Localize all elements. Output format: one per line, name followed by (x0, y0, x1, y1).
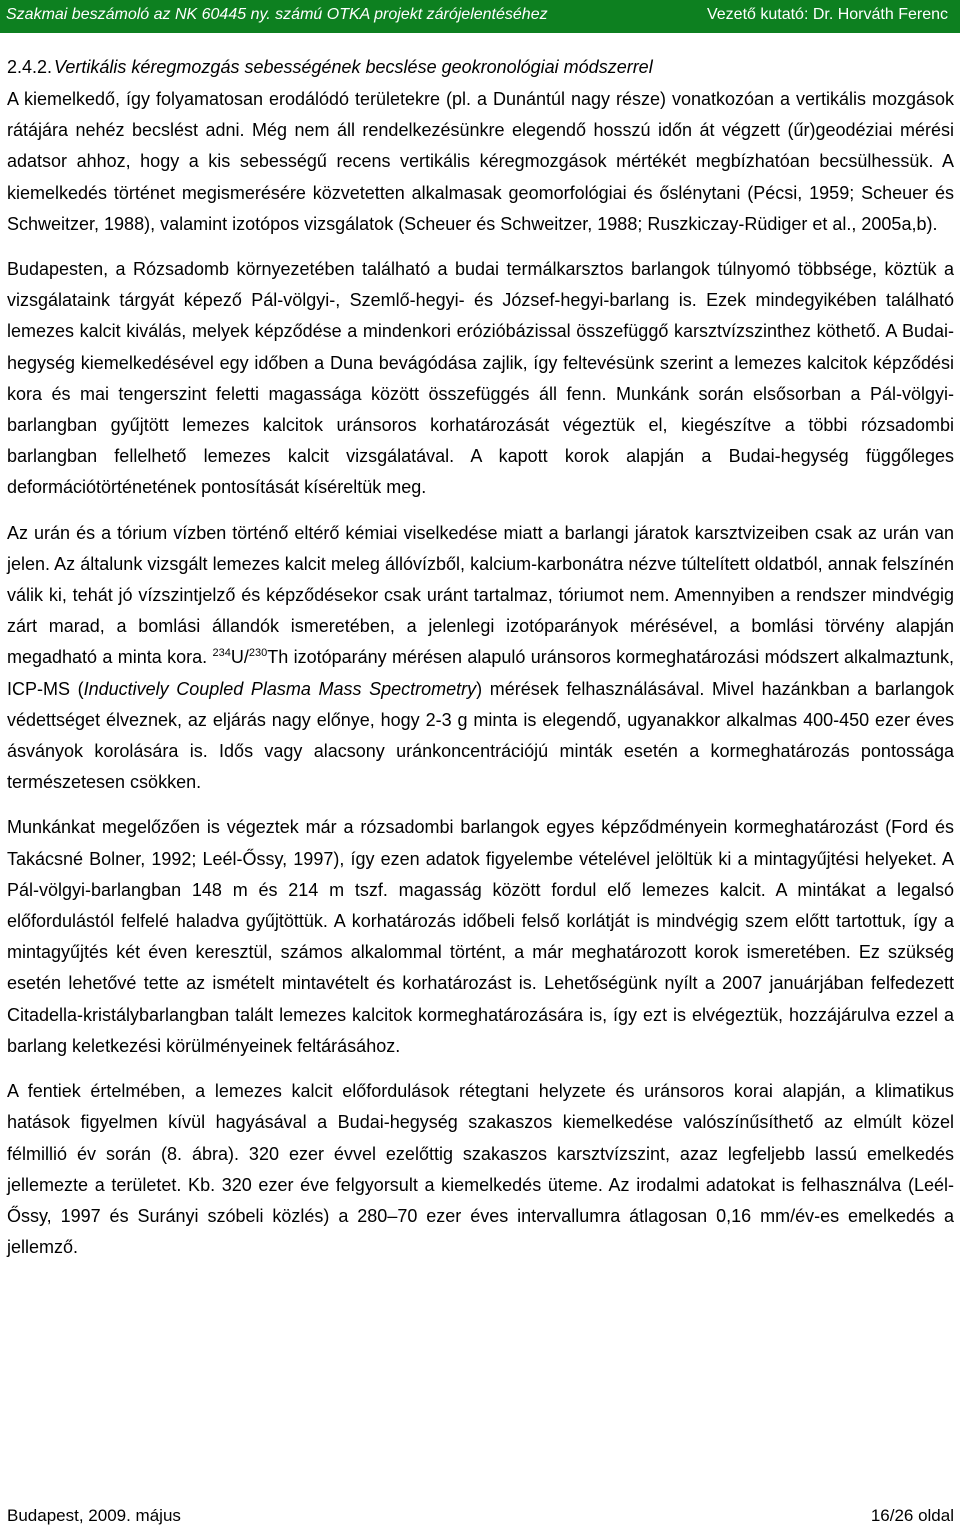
paragraph-3-part-b: Th izotóparány mérésen alapuló uránsoros kormeghatározási módszert alkalmaztunk, ICP-MS ( (7, 647, 954, 699)
header-lead-researcher: Vezető kutató: Dr. Horváth Ferenc (706, 6, 948, 23)
footer-date: Budapest, 2009. május (7, 1506, 181, 1525)
isotope-mass-234: 234 (212, 647, 231, 660)
isotope-mass-230: 230 (248, 647, 268, 660)
icp-ms-expansion: Inductively Coupled Plasma Mass Spectrometry (83, 678, 477, 699)
uranium-symbol: U/ (230, 647, 249, 668)
section-heading (7, 55, 954, 79)
paragraph-3-part-a: Az urán és a tórium vízben történő eltérő kémiai viselkedése miatt a barlangi járatok karsztvizeiben csak az urán van jelen. Az általunk vizsgált lemezes kalcit meleg állóvízből, kalcium-karbonátra nézve túltelített oldatból, annak felszínén válik ki, tehát jó vízszintjelző és képződésekor csak uránt tartalmaz, tóriumot nem. Amennyiben a rendszer mindvégig zárt marad, a bomlási állandók ismeretében, a jelenlegi izotóparányok mérésével, a bomlási törvény alapján megadható a minta kora. (7, 522, 954, 668)
section-title: Vertikális kéregmozgás sebességének becslése geokronológiai módszerrel (54, 57, 653, 77)
paragraph-1: A kiemelkedő, így folyamatosan erodálódó területekre (pl. a Dunántúl nagy része) vonatkozóan a vertikális mozgások rátájára nehéz becslést adni. Még nem áll rendelkezésünkre elegendő hosszú időn át végzett (űr)geodéziai mérési adatsor ahhoz, hogy a kis sebességű recens vertikális kéregmozgások mértékét megbízhatóan becsülhessük. A kiemelkedés történet megismerésére közvetetten alkalmasak geomorfológiai és őslénytani (Pécsi, 1959; Scheuer és Schweitzer, 1988), valamint izotópos vizsgálatok (Scheuer és Schweitzer, 1988; Ruszkiczay-Rüdiger et al., 2005a,b). (7, 89, 954, 234)
paragraph-5: A fentiek értelmében, a lemezes kalcit előfordulások rétegtani helyzete és uránsoros korai alapján, a klimatikus hatások figyelmen kívül hagyásával a Budai-hegység szakaszos kiemelkedése valószínűsíthető az elmúlt közel félmillió év során (8. ábra). 320 ezer évvel ezelőttig szakaszos karsztvízszint, azaz legfeljebb lassú emelkedés jellemezte a területet. Kb. 320 ezer éve felgyorsult a kiemelkedés üteme. Az irodalmi adatokat is felhasználva (Leél-Őssy, 1997 és Surányi szóbeli közlés) a 280–70 ezer éves intervallumra átlagosan 0,16 mm/év-es emelkedés a jellemző. (7, 1081, 954, 1258)
footer-page-number: 16/26 oldal (870, 1506, 954, 1525)
header-project-title: Szakmai beszámoló az NK 60445 ny. számú OTKA projekt zárójelentéséhez (6, 6, 548, 23)
paragraph-3 (7, 518, 954, 799)
paragraph-2: Budapesten, a Rózsadomb környezetében található a budai termálkarsztos barlangok túlnyomó többsége, köztük a vizsgálataink tárgyát képező Pál-völgyi-, Szemlő-hegyi- és József-hegyi-barlang is. Ezek mindegyikében található lemezes kalcit kiválás, melyek képződése a mindenkori erózióbázissal összefüggő karsztvízszinthez köthető. A Budai-hegység kiemelkedésével egy időben a Duna bevágódása zajlik, így feltevésünk szerint a lemezes kalcitok képződési kora és mai tengerszint feletti magassága között összefüggés áll fenn. Munkánk során elsősorban a Pál-völgyi-barlangban gyűjtött lemezes kalcitok uránsoros korhatározását végeztük el, kiegészítve a többi rózsadombi barlangban fellelhető lemezes kalcit vizsgálatával. A kapott korok alapján a Budai-hegység függőleges deformációtörténetének pontosítását kíséreltük meg. (7, 259, 954, 498)
section-number: 2.4.2. (7, 57, 53, 77)
paragraph-4: Munkánkat megelőzően is végeztek már a rózsadombi barlangok egyes képződményein kormeghatározást (Ford és Takácsné Bolner, 1992; Leél-Őssy, 1997), így ezen adatok figyelembe vételével jelöltük ki a mintagyűjtési helyeket. A Pál-völgyi-barlangban 148 m és 214 m tszf. magasság között fordul elő lemezes kalcit. A mintákat a legalsó előfordulástól felfelé haladva gyűjtöttük. A korhatározás időbeli felső korlátját is mindvégig szem előtt tartottuk, így a mintagyűjtés két éven keresztül, számos alkalommal történt, a már meghatározott korok ismeretében. Ez szükség esetén lehetővé tette az ismételt mintavételt és korhatározást is. Lehetőségünk nyílt a 2007 januárjában felfedezett Citadella-kristálybarlangban talált lemezes kalcitok kormeghatározására is, így ezt is elvégeztük, hozzájárulva ezzel a barlang keletkezési körülményeinek feltárásához. (7, 817, 954, 1056)
page-header (0, 0, 960, 33)
paragraph-3-part-c: ) mérések felhasználásával. Mivel hazánkban a barlangok védettséget élveznek, az eljárás nagy előnye, hogy 2-3 g minta is elegendő, ugyanakkor alkalmas 400-450 ezer éves ásványok korolására is. Idős vagy alacsony uránkoncentrációjú minták esetén a kormeghatározás pontossága természetesen csökken. (7, 678, 954, 793)
document-body (7, 55, 954, 1277)
page-footer (7, 1506, 954, 1526)
